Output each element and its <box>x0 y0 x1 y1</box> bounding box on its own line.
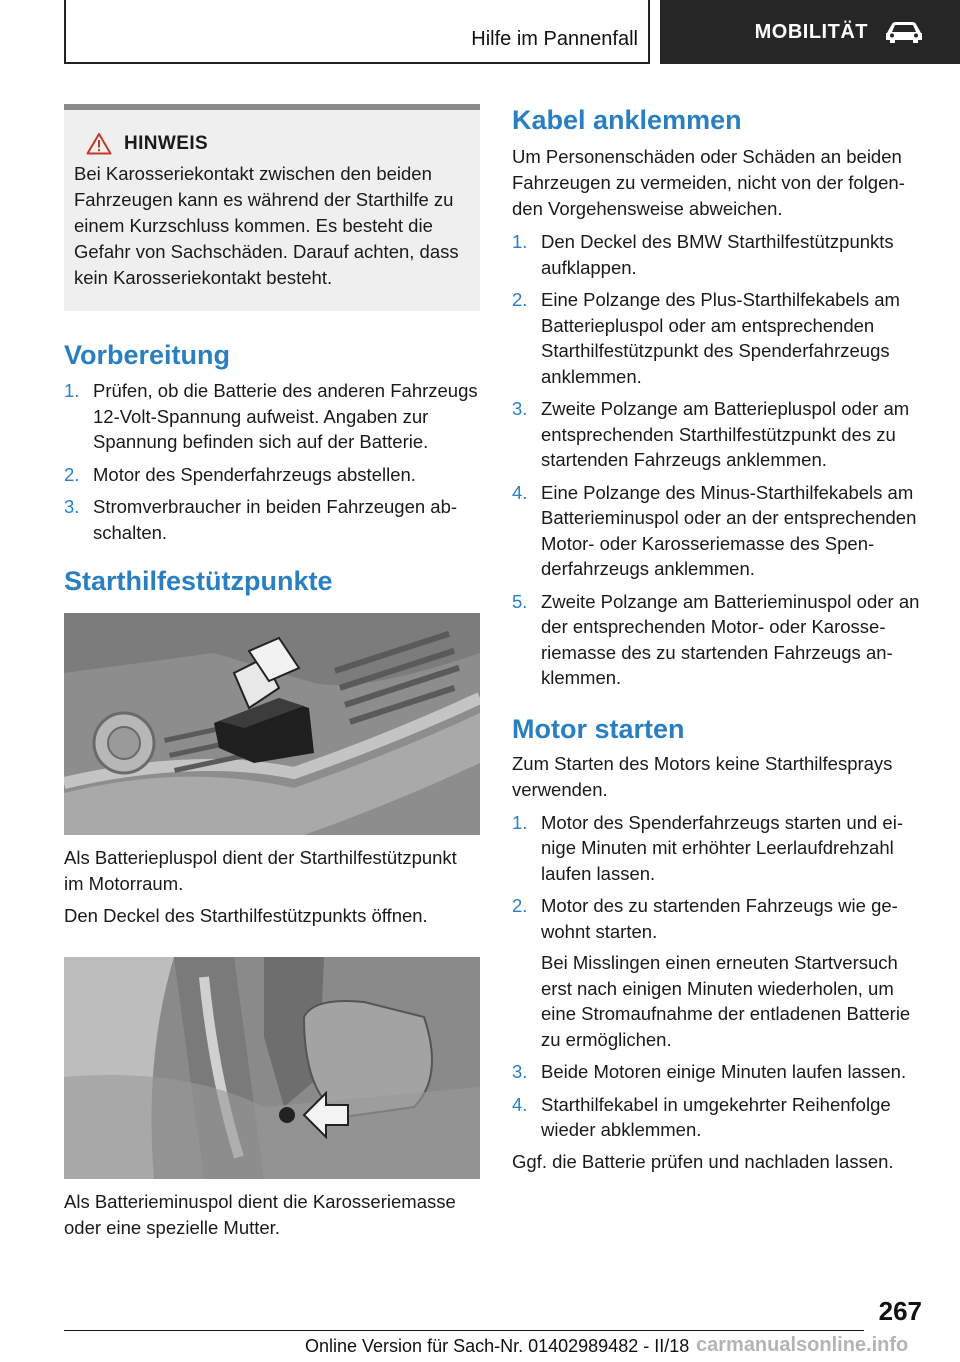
engine-bay-photo-minus-terminal <box>64 957 480 1179</box>
heading-starthilfe: Starthilfestützpunkte <box>64 566 333 596</box>
warning-triangle-icon <box>86 132 112 155</box>
header-section-title: Hilfe im Pannenfall <box>471 28 638 50</box>
motor-outro: Ggf. die Batterie prüfen und nachladen lassen. <box>512 1150 894 1172</box>
note-text: Bei Karosseriekontakt zwischen den beiden Fahrzeugen kann es während der Starthilfe zu einem Kurzschluss kommen. Es besteht die Gefahr von Sachschäden. Darauf achten, dass kein Karosseriekontakt besteht. <box>74 163 459 288</box>
right-column <box>512 104 924 1175</box>
caption-plus-terminal: Als Batteriepluspol dient der Starthilfestützpunkt im Motorraum. <box>64 847 457 894</box>
list-vorbereitung <box>64 378 480 545</box>
heading-kabel-anklemmen: Kabel anklemmen <box>512 105 742 135</box>
header-frame <box>64 0 650 64</box>
list-item: 1. Motor des Spenderfahrzeugs starten und einige Minuten mit erhöhter Leerlaufdrehzahl laufen lassen. <box>512 811 903 884</box>
list-motor <box>512 810 924 945</box>
watermark: carmanualsonline.info <box>696 1334 909 1356</box>
list-item: 2. Motor des zu startenden Fahrzeugs wie gewohnt starten. <box>512 895 898 942</box>
body-ground-illustration <box>64 957 480 1179</box>
footer-divider <box>64 1330 864 1331</box>
list-motor-continued <box>512 1059 924 1143</box>
note-title: HINWEIS <box>124 132 209 154</box>
chapter-tab-label: MOBILITÄT <box>754 20 868 43</box>
footer-online-version: Online Version für Sach-Nr. 01402989482 - II/18 <box>305 1336 690 1356</box>
list-item: 5. Zweite Polzange am Batterieminuspol oder an der entsprechenden Motor- oder Karosseriemasse des zu startenden Fahrzeugs anklemmen. <box>512 590 920 688</box>
list-item: 2. Eine Polzange des Plus-Starthilfekabels am Batteriepluspol oder am entsprechenden Starthilfestützpunkt des Spenderfahrzeugs anklemmen. <box>512 289 900 387</box>
list-item: 4. Eine Polzange des Minus-Starthilfekabels am Batterieminuspol oder an der entsprechenden Motor- oder Karosseriemasse des Spenderfahrzeugs anklemmen. <box>512 481 917 579</box>
heading-vorbereitung: Vorbereitung <box>64 340 231 370</box>
caption-minus-terminal: Als Batterieminuspol dient die Karosseriemasse oder eine spezielle Mutter. <box>64 1191 456 1238</box>
list-item: 2. Motor des Spenderfahrzeugs abstellen. <box>64 463 416 485</box>
car-icon <box>884 20 924 44</box>
engine-bay-photo-plus-terminal <box>64 613 480 835</box>
list-item: 3. Zweite Polzange am Batteriepluspol oder am entsprechenden Starthilfestützpunkt des zu startenden Fahrzeugs anklemmen. <box>512 398 910 470</box>
list-item: 3. Stromverbraucher in beiden Fahrzeugen abschalten. <box>64 496 458 543</box>
motor-intro: Zum Starten des Motors keine Starthilfesprays verwenden. <box>512 752 893 800</box>
engine-bay-illustration <box>64 613 480 835</box>
page-number: 267 <box>878 1296 922 1326</box>
motor-step2-note: Bei Misslingen einen erneuten Startversuch erst nach einigen Minuten wiederholen, um eine Stromaufnahme der entladenen Batterie zu ermöglichen. <box>541 952 911 1050</box>
chapter-tab <box>660 0 960 64</box>
list-item: 3. Beide Motoren einige Minuten laufen lassen. <box>512 1061 907 1082</box>
kabel-intro: Um Personenschäden oder Schäden an beiden Fahrzeugen zu vermeiden, nicht von der folgenden Vorgehensweise abweichen. <box>512 146 905 219</box>
list-kabel <box>512 229 924 691</box>
list-item: 1. Prüfen, ob die Batterie des anderen Fahrzeugs 12-Volt-Spannung aufweist. Angaben zur Spannung befinden sich auf der Batterie. <box>64 380 478 452</box>
heading-motor-starten: Motor starten <box>512 713 685 744</box>
caption-open-cover: Den Deckel des Starthilfestützpunkts öffnen. <box>64 905 428 926</box>
left-column <box>64 104 480 1241</box>
list-item: 4. Starthilfekabel in umgekehrter Reihenfolge wieder abklemmen. <box>512 1093 891 1140</box>
note-header <box>86 132 468 155</box>
note-box <box>64 104 480 311</box>
list-item: 1. Den Deckel des BMW Starthilfestützpunkts aufklappen. <box>512 231 894 278</box>
